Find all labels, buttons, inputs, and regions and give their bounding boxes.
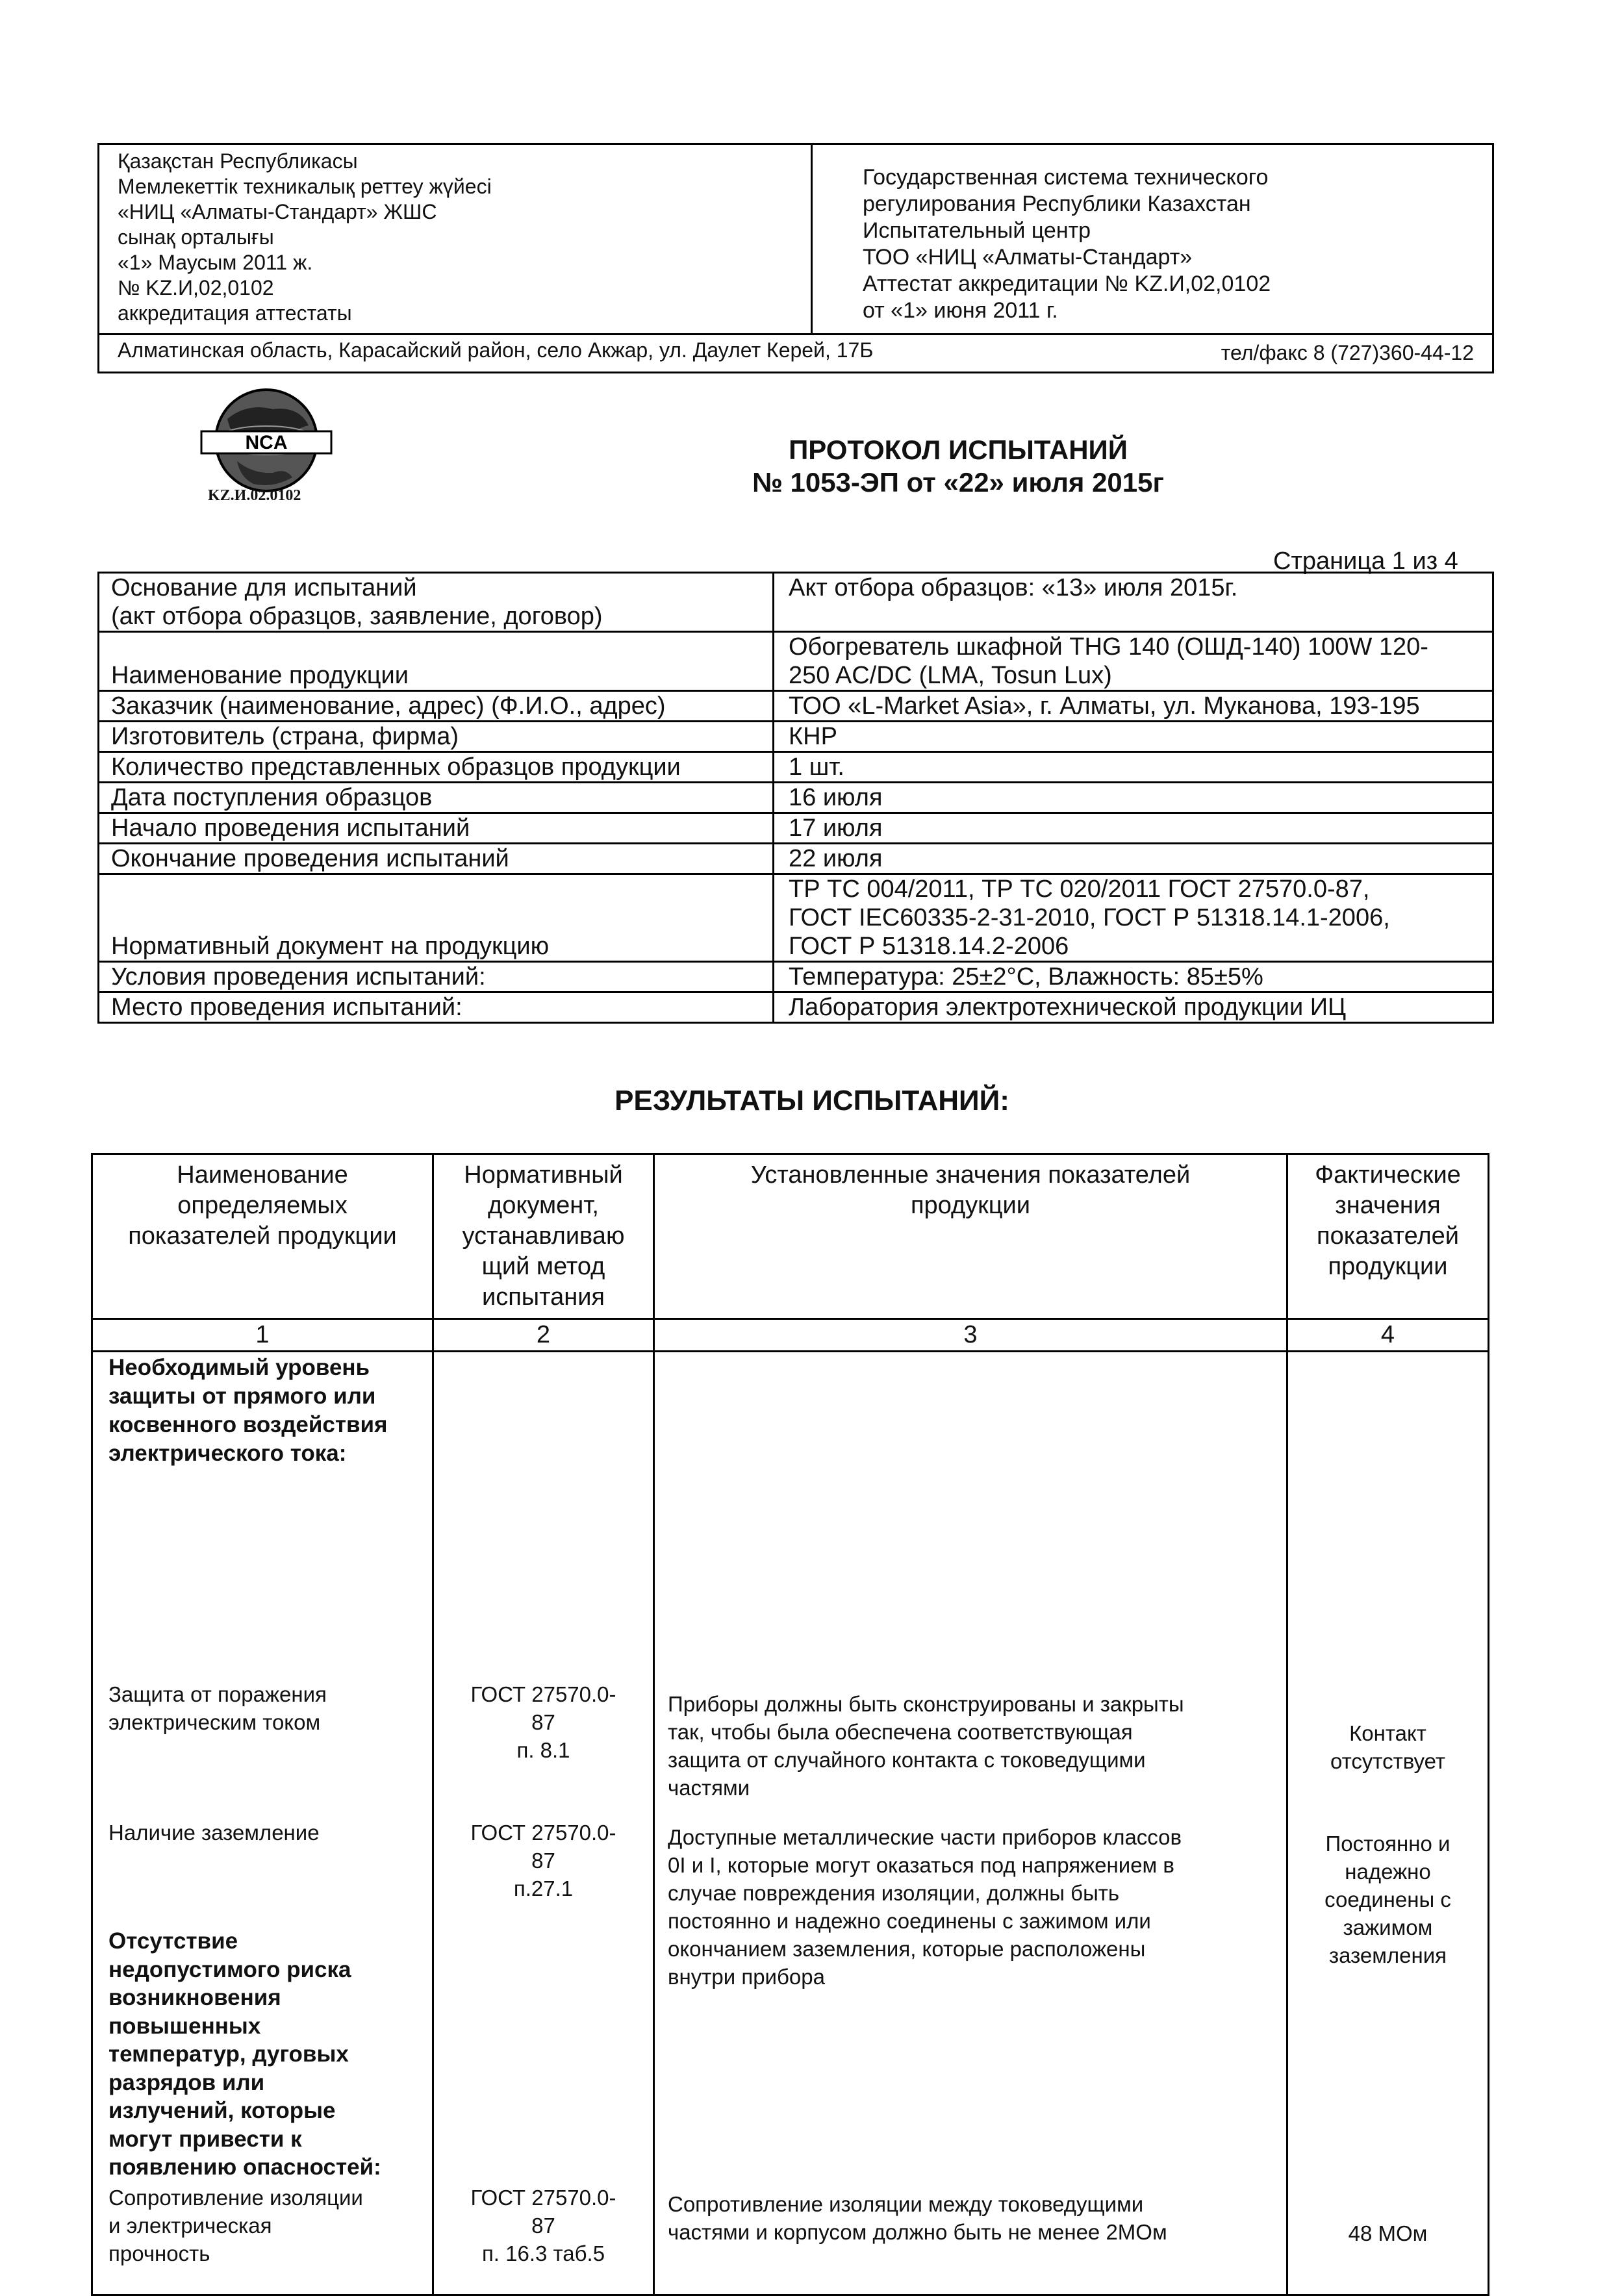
header-line: показателей продукции (128, 1222, 397, 1250)
info-value (774, 691, 1493, 722)
results-table (91, 1153, 1489, 2296)
header-right-russian (863, 164, 1271, 324)
info-key (99, 783, 774, 813)
header-phone: тел/факс 8 (727)360-44-12 (1221, 341, 1474, 364)
info-key (99, 992, 774, 1023)
indicator-name: Наличие заземление (108, 1821, 320, 1845)
info-value (774, 573, 1493, 632)
header-right-line: Аттестат аккредитации № KZ.И,02,0102 (863, 271, 1271, 296)
header-line: продукции (910, 1192, 1031, 1219)
info-value-line: ТР ТС 004/2011, ТР ТС 020/2011 ГОСТ 27570.0-87, (789, 876, 1370, 903)
column-number: 1 (92, 1319, 433, 1352)
header-line: щий метод (481, 1253, 605, 1280)
header-right-line: Испытательный центр (863, 218, 1091, 243)
indicator-column (92, 1352, 433, 2295)
column-number: 2 (433, 1319, 654, 1352)
info-key-line: (акт отбора образцов, заявление, договор) (111, 603, 603, 630)
info-value (774, 813, 1493, 844)
info-value (774, 632, 1493, 691)
table-row (99, 844, 1493, 874)
info-value-line: Лаборатория электротехнической продукции ИЦ (789, 994, 1347, 1021)
method-doc: ГОСТ 27570.0- 87 п.27.1 (470, 1821, 616, 1900)
header-line: испытания (481, 1283, 605, 1311)
info-value (774, 962, 1493, 992)
info-value-line: 16 июля (789, 784, 883, 811)
header-right-line: от «1» июня 2011 г. (863, 298, 1058, 323)
actual-value: Контакт отсутствует (1330, 1721, 1446, 1773)
info-value-line: КНР (789, 723, 837, 750)
results-title: РЕЗУЛЬТАТЫ ИСПЫТАНИЙ: (614, 1085, 1009, 1116)
actual-value: Постоянно и надежно соединены с зажимом заземления (1324, 1832, 1451, 1967)
header-left-line: № KZ.И,02,0102 (118, 276, 274, 299)
info-key (99, 874, 774, 962)
table-row (99, 752, 1493, 783)
table-row (99, 874, 1493, 962)
column-header (92, 1154, 433, 1319)
requirement-text: Доступные металлические части приборов классов 0I и I, которые могут оказаться под напряжением в случае повреждения изоляции, должны быть постоянно и надежно соединены с зажимом или окончанием заземления, которые расположены внутри прибора (668, 1825, 1182, 1989)
method-doc: ГОСТ 27570.0- 87 п. 16.3 таб.5 (470, 2186, 616, 2265)
column-header (433, 1154, 654, 1319)
header-left-line: сынақ орталығы (118, 225, 274, 249)
info-key-line: Место проведения испытаний: (111, 994, 462, 1021)
header-line: Фактические (1315, 1161, 1461, 1189)
header-right-line: ТОО «НИЦ «Алматы-Стандарт» (863, 245, 1193, 270)
table-row (99, 783, 1493, 813)
requirement-column (654, 1352, 1287, 2295)
info-key-line: Изготовитель (страна, фирма) (111, 723, 459, 750)
info-value (774, 844, 1493, 874)
info-value-line: Температура: 25±2°С, Влажность: 85±5% (789, 963, 1263, 990)
header-line: Нормативный (464, 1161, 623, 1189)
info-key (99, 722, 774, 752)
requirement-text: Сопротивление изоляции между токоведущими частями и корпусом должно быть не менее 2МОм (668, 2192, 1167, 2244)
info-key (99, 962, 774, 992)
info-key-line: Начало проведения испытаний (111, 814, 470, 842)
info-value-line: ГОСТ IEC60335-2-31-2010, ГОСТ Р 51318.14.1-2006, (789, 904, 1390, 931)
table-row (99, 722, 1493, 752)
title-number: № 1053-ЭП от «22» июля 2015г (752, 467, 1165, 498)
header-left-kazakh (118, 149, 492, 326)
header-line: устанавливаю (462, 1222, 625, 1250)
table-row (99, 992, 1493, 1023)
info-key-line: Заказчик (наименование, адрес) (Ф.И.О., адрес) (111, 692, 666, 720)
accreditation-logo (188, 383, 344, 500)
header-line: определяемых (177, 1192, 348, 1219)
page-number: Страница 1 из 4 (1273, 548, 1458, 575)
indicator-name: Сопротивление изоляции и электрическая прочность (108, 2186, 363, 2265)
info-table (97, 572, 1494, 1024)
logo-text: NCA (245, 432, 288, 453)
header-left-line: «1» Маусым 2011 ж. (118, 251, 313, 274)
header-line: продукции (1328, 1253, 1448, 1280)
indicator-name: Защита от поражения электрическим током (108, 1682, 327, 1734)
info-key-line: Наименование продукции (111, 662, 409, 689)
method-column (433, 1352, 654, 2295)
info-value (774, 992, 1493, 1023)
header-line: документ, (488, 1192, 599, 1219)
info-key (99, 632, 774, 691)
header-divider (811, 145, 813, 333)
table-row (99, 573, 1493, 632)
info-key-line: Дата поступления образцов (111, 784, 433, 811)
info-value-line: ТОО «L-Market Asia», г. Алматы, ул. Муканова, 193-195 (789, 692, 1420, 720)
header-left-line: «НИЦ «Алматы-Стандарт» ЖШС (118, 200, 437, 223)
header-box (97, 143, 1494, 373)
info-value-line: Акт отбора образцов: «13» июля 2015г. (789, 574, 1238, 601)
header-address: Алматинская область, Карасайский район, село Акжар, ул. Даулет Керей, 17Б (118, 338, 874, 362)
header-line: значения (1335, 1192, 1441, 1219)
header-right-line: регулирования Республики Казахстан (863, 192, 1251, 216)
requirement-text: Приборы должны быть сконструированы и закрыты так, чтобы была обеспечена соответствующая защита от случайного контакта с токоведущими частями (668, 1692, 1184, 1800)
info-value (774, 752, 1493, 783)
info-value (774, 874, 1493, 962)
info-key (99, 573, 774, 632)
info-key (99, 844, 774, 874)
info-value-line: 17 июля (789, 814, 883, 842)
info-value-line: 1 шт. (789, 753, 844, 781)
info-value-line: ГОСТ Р 51318.14.2-2006 (789, 933, 1069, 960)
actual-column (1287, 1352, 1489, 2295)
globe-logo-icon (188, 383, 344, 500)
column-header (1287, 1154, 1489, 1319)
method-doc: ГОСТ 27570.0- 87 п. 8.1 (470, 1682, 616, 1762)
actual-value: 48 МОм (1348, 2221, 1428, 2245)
header-divider (99, 333, 1492, 335)
info-value-line: 22 июля (789, 845, 883, 872)
table-row (99, 632, 1493, 691)
info-key-line: Нормативный документ на продукцию (111, 933, 550, 960)
info-key (99, 813, 774, 844)
logo-code: KZ.И.02.0102 (208, 487, 301, 504)
info-value-line: 250 AC/DC (LMA, Tosun Lux) (789, 662, 1112, 689)
header-left-line: Мемлекеттік техникалық реттеу жүйесі (118, 175, 492, 198)
info-key-line: Количество представленных образцов продукции (111, 753, 681, 781)
header-line: показателей (1317, 1222, 1459, 1250)
header-line: Установленные значения показателей (750, 1161, 1191, 1189)
info-value (774, 783, 1493, 813)
header-right-line: Государственная система технического (863, 165, 1269, 190)
table-row (99, 813, 1493, 844)
table-row (92, 1352, 1489, 2295)
info-key-line: Условия проведения испытаний: (111, 963, 486, 990)
header-left-line: аккредитация аттестаты (118, 301, 352, 325)
info-key-line: Окончание проведения испытаний (111, 845, 509, 872)
info-value-line: Обогреватель шкафной THG 140 (ОШД-140) 100W 120- (789, 633, 1428, 661)
table-row (99, 691, 1493, 722)
info-value (774, 722, 1493, 752)
info-key (99, 691, 774, 722)
column-number-row (92, 1319, 1489, 1352)
header-line: Наименование (177, 1161, 348, 1189)
column-header (654, 1154, 1287, 1319)
info-key (99, 752, 774, 783)
header-left-line: Қазақстан Республикасы (118, 149, 358, 173)
table-row (99, 962, 1493, 992)
column-number: 3 (654, 1319, 1287, 1352)
page-title (650, 434, 1267, 499)
info-key-line: Основание для испытаний (111, 574, 417, 601)
column-number: 4 (1287, 1319, 1489, 1352)
table-header-row (92, 1154, 1489, 1319)
section-title: Отсутствие недопустимого риска возникновения повышенных температур, дуговых разрядов или излучений, которые могут привести к появлению опасностей: (108, 1928, 381, 2180)
section-title: Необходимый уровень защиты от прямого или косвенного воздействия электрического тока: (108, 1355, 388, 1466)
title-line: ПРОТОКОЛ ИСПЫТАНИЙ (789, 435, 1128, 465)
